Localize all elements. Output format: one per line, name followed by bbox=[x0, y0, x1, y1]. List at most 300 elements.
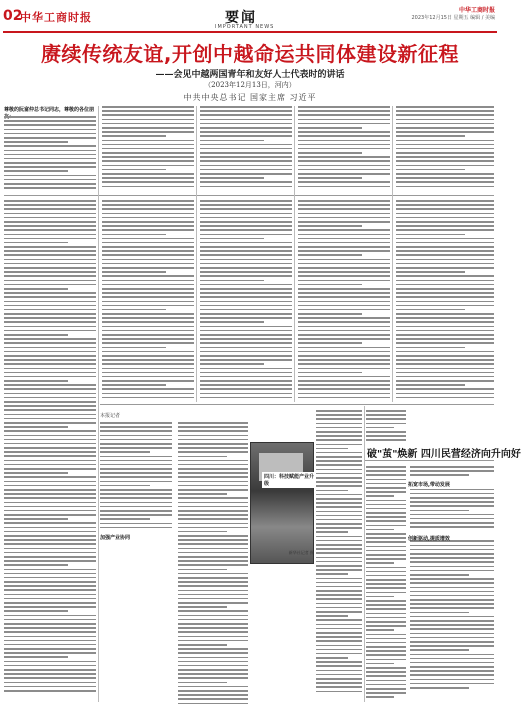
speech-column-1 bbox=[4, 116, 96, 191]
text-line bbox=[200, 351, 292, 353]
text-line bbox=[102, 309, 166, 311]
text-line bbox=[396, 359, 494, 361]
text-line bbox=[316, 661, 362, 663]
story-column-4 bbox=[366, 410, 406, 444]
text-line bbox=[396, 221, 494, 223]
text-line bbox=[396, 213, 494, 215]
text-line bbox=[298, 152, 362, 154]
text-line bbox=[178, 598, 248, 600]
text-line bbox=[396, 388, 494, 390]
text-line bbox=[396, 173, 494, 175]
text-line bbox=[200, 152, 292, 154]
text-line bbox=[396, 148, 494, 150]
text-line bbox=[298, 217, 390, 219]
text-line bbox=[100, 493, 172, 495]
text-line bbox=[4, 522, 96, 524]
text-line bbox=[410, 545, 494, 547]
text-line bbox=[410, 549, 494, 551]
text-line bbox=[396, 313, 494, 315]
text-line bbox=[4, 619, 96, 621]
text-line bbox=[200, 267, 292, 269]
speech-opening: 尊敬的阮富仲总书记同志，尊敬的各位朋 bbox=[4, 107, 95, 113]
text-line bbox=[396, 275, 494, 277]
news-column-2 bbox=[102, 200, 194, 401]
text-line bbox=[316, 523, 362, 525]
text-line bbox=[178, 665, 248, 667]
text-line bbox=[4, 636, 96, 638]
text-line bbox=[102, 271, 166, 273]
text-line bbox=[200, 173, 292, 175]
text-line bbox=[366, 629, 394, 631]
text-line bbox=[316, 653, 362, 655]
text-line bbox=[298, 334, 390, 336]
text-line bbox=[316, 691, 362, 693]
text-line bbox=[200, 204, 292, 206]
text-line bbox=[366, 418, 406, 420]
text-line bbox=[102, 148, 194, 150]
text-line bbox=[410, 679, 494, 681]
text-line bbox=[4, 166, 96, 168]
text-line bbox=[4, 468, 96, 470]
text-line bbox=[4, 183, 96, 185]
text-line bbox=[316, 561, 362, 563]
text-line bbox=[178, 703, 248, 705]
text-line bbox=[298, 321, 390, 323]
text-line bbox=[4, 263, 96, 265]
text-line bbox=[298, 177, 362, 179]
text-line bbox=[4, 615, 96, 617]
text-line bbox=[298, 140, 390, 142]
text-line bbox=[102, 301, 194, 303]
text-line bbox=[316, 619, 362, 621]
text-line bbox=[396, 165, 494, 167]
text-line bbox=[316, 657, 348, 659]
text-line bbox=[102, 305, 194, 307]
text-line bbox=[200, 288, 292, 290]
text-line bbox=[396, 363, 494, 365]
text-line bbox=[298, 259, 390, 261]
text-line bbox=[4, 158, 96, 160]
text-line bbox=[178, 543, 248, 545]
text-line bbox=[4, 589, 96, 591]
text-line bbox=[178, 640, 248, 642]
text-line bbox=[200, 301, 292, 303]
text-line bbox=[396, 186, 494, 188]
text-line bbox=[200, 338, 292, 340]
text-line bbox=[200, 380, 292, 382]
text-line bbox=[410, 582, 494, 584]
text-line bbox=[4, 284, 96, 286]
headline-subtitle: ——会见中越两国青年和友好人士代表时的讲话 bbox=[155, 70, 345, 80]
text-line bbox=[316, 456, 362, 458]
text-line bbox=[100, 468, 172, 470]
text-line bbox=[100, 464, 172, 466]
text-line bbox=[178, 506, 248, 508]
text-line bbox=[316, 494, 362, 496]
text-line bbox=[4, 154, 96, 156]
text-line bbox=[102, 127, 194, 129]
text-line bbox=[298, 123, 390, 125]
text-line bbox=[316, 519, 362, 521]
text-line bbox=[298, 144, 390, 146]
column-rule-3 bbox=[294, 106, 295, 402]
text-line bbox=[396, 288, 494, 290]
text-line bbox=[4, 502, 96, 504]
text-line bbox=[178, 435, 248, 437]
text-line bbox=[396, 250, 494, 252]
text-line bbox=[410, 612, 469, 614]
text-line bbox=[4, 376, 96, 378]
text-line bbox=[298, 397, 390, 399]
text-line bbox=[102, 313, 194, 315]
headline: 赓续传统友谊,开创中越命运共同体建设新征程 bbox=[40, 42, 460, 66]
text-line bbox=[316, 640, 362, 642]
text-line bbox=[298, 359, 390, 361]
text-line bbox=[4, 669, 96, 671]
text-line bbox=[366, 414, 406, 416]
text-line bbox=[298, 309, 390, 311]
text-line bbox=[366, 410, 406, 412]
text-line bbox=[396, 127, 494, 129]
text-line bbox=[316, 540, 362, 542]
text-line bbox=[4, 409, 96, 411]
text-line bbox=[4, 179, 96, 181]
text-line bbox=[200, 234, 292, 236]
text-line bbox=[100, 489, 172, 491]
text-line bbox=[410, 674, 494, 676]
news-column-5 bbox=[396, 200, 494, 401]
text-line bbox=[200, 200, 292, 202]
text-line bbox=[200, 388, 292, 390]
text-line bbox=[102, 156, 194, 158]
text-line bbox=[366, 550, 406, 552]
text-line bbox=[4, 280, 96, 282]
text-line bbox=[4, 527, 96, 529]
text-line bbox=[316, 615, 348, 617]
text-line bbox=[366, 508, 406, 510]
text-line bbox=[4, 317, 96, 319]
text-line bbox=[396, 393, 494, 395]
text-line bbox=[102, 221, 194, 223]
text-line bbox=[396, 114, 494, 116]
text-line bbox=[298, 326, 390, 328]
story2-subheading-1: 拓宽市场,带动发展 bbox=[408, 482, 450, 488]
text-line bbox=[298, 204, 390, 206]
text-line bbox=[102, 380, 194, 382]
text-line bbox=[316, 628, 362, 630]
text-line bbox=[4, 405, 96, 407]
text-line bbox=[178, 535, 248, 537]
story2-subheading-2: 创新驱动,提质增效 bbox=[408, 536, 450, 542]
text-line bbox=[200, 156, 292, 158]
text-line bbox=[410, 526, 494, 528]
text-line bbox=[366, 525, 406, 527]
text-line bbox=[178, 447, 248, 449]
text-line bbox=[102, 177, 194, 179]
text-line bbox=[200, 213, 292, 215]
text-line bbox=[316, 594, 362, 596]
text-line bbox=[4, 347, 96, 349]
text-line bbox=[200, 165, 292, 167]
text-line bbox=[100, 485, 150, 487]
text-line bbox=[200, 263, 292, 265]
text-line bbox=[178, 602, 248, 604]
text-line bbox=[410, 591, 494, 593]
text-line bbox=[316, 452, 362, 454]
text-line bbox=[200, 259, 292, 261]
text-line bbox=[410, 489, 494, 491]
text-line bbox=[396, 140, 494, 142]
text-line bbox=[4, 623, 96, 625]
text-line bbox=[410, 628, 494, 630]
text-line bbox=[102, 106, 194, 108]
text-line bbox=[178, 631, 248, 633]
text-line bbox=[4, 246, 96, 248]
lower-divider bbox=[100, 404, 494, 405]
text-line bbox=[178, 552, 248, 554]
text-line bbox=[366, 520, 406, 522]
text-line bbox=[102, 397, 194, 399]
text-line bbox=[4, 435, 96, 437]
text-line bbox=[410, 466, 494, 468]
text-line bbox=[200, 334, 292, 336]
text-line bbox=[178, 548, 248, 550]
text-line bbox=[316, 536, 362, 538]
text-line bbox=[298, 250, 390, 252]
text-line bbox=[102, 263, 194, 265]
text-line bbox=[410, 641, 494, 643]
text-line bbox=[396, 208, 494, 210]
text-line bbox=[366, 646, 406, 648]
text-line bbox=[100, 518, 150, 520]
text-line bbox=[4, 422, 96, 424]
text-line bbox=[396, 334, 494, 336]
text-line bbox=[4, 368, 96, 370]
text-line bbox=[102, 229, 194, 231]
text-line bbox=[178, 690, 248, 692]
text-line bbox=[396, 355, 494, 357]
text-line bbox=[200, 169, 292, 171]
text-line bbox=[4, 598, 96, 600]
text-line bbox=[4, 234, 96, 236]
text-line bbox=[200, 359, 292, 361]
news-column-1 bbox=[4, 200, 96, 694]
text-line bbox=[200, 114, 292, 116]
text-line bbox=[102, 372, 194, 374]
text-line bbox=[366, 423, 406, 425]
text-line bbox=[200, 254, 292, 256]
photo-caption: 四川：科技赋能产业升级 bbox=[264, 474, 315, 487]
text-line bbox=[4, 305, 96, 307]
text-line bbox=[298, 254, 362, 256]
text-line bbox=[178, 673, 248, 675]
story2-title: 破"茧"焕新 四川民营经济向升向好 bbox=[367, 449, 521, 460]
text-line bbox=[366, 516, 406, 518]
text-line bbox=[298, 110, 390, 112]
text-line bbox=[102, 131, 194, 133]
text-line bbox=[102, 275, 194, 277]
text-line bbox=[102, 393, 194, 395]
text-line bbox=[316, 598, 362, 600]
page-number: 02 bbox=[3, 8, 23, 24]
text-line bbox=[396, 135, 465, 137]
text-line bbox=[4, 384, 96, 386]
text-line bbox=[102, 186, 194, 188]
text-line bbox=[178, 694, 248, 696]
text-line bbox=[316, 414, 362, 416]
text-line bbox=[100, 497, 172, 499]
text-line bbox=[366, 642, 406, 644]
photo-credit: 新华社记者 摄 bbox=[288, 550, 314, 555]
text-line bbox=[396, 217, 494, 219]
text-line bbox=[4, 162, 96, 164]
text-line bbox=[366, 596, 394, 598]
text-line bbox=[102, 351, 194, 353]
text-line bbox=[396, 347, 465, 349]
text-line bbox=[298, 342, 362, 344]
text-line bbox=[316, 665, 362, 667]
text-line bbox=[410, 607, 494, 609]
section-subtitle: IMPORTANT NEWS bbox=[215, 24, 275, 30]
text-line bbox=[298, 355, 390, 357]
text-line bbox=[100, 447, 172, 449]
text-line bbox=[4, 682, 96, 684]
text-line bbox=[4, 124, 96, 126]
text-line bbox=[316, 548, 362, 550]
text-line bbox=[366, 533, 406, 535]
text-line bbox=[200, 363, 264, 365]
text-line bbox=[100, 435, 172, 437]
story-column-3 bbox=[316, 410, 362, 695]
text-line bbox=[366, 608, 406, 610]
text-line bbox=[298, 186, 390, 188]
text-line bbox=[102, 292, 194, 294]
text-line bbox=[4, 141, 68, 143]
text-line bbox=[316, 569, 362, 571]
text-line bbox=[4, 187, 96, 189]
text-line bbox=[4, 213, 96, 215]
text-line bbox=[178, 510, 248, 512]
text-line bbox=[200, 271, 292, 273]
text-line bbox=[102, 280, 194, 282]
text-line bbox=[100, 472, 172, 474]
text-line bbox=[396, 254, 494, 256]
news-column-3 bbox=[200, 200, 292, 401]
text-line bbox=[4, 585, 96, 587]
text-line bbox=[200, 292, 292, 294]
text-line bbox=[4, 430, 96, 432]
text-line bbox=[200, 106, 292, 108]
text-line bbox=[396, 131, 494, 133]
text-line bbox=[4, 321, 96, 323]
text-line bbox=[200, 280, 264, 282]
text-line bbox=[102, 165, 194, 167]
text-line bbox=[200, 119, 292, 121]
text-line bbox=[200, 250, 292, 252]
text-line bbox=[366, 680, 406, 682]
text-line bbox=[366, 688, 406, 690]
text-line bbox=[410, 616, 494, 618]
text-line bbox=[410, 599, 494, 601]
text-line bbox=[410, 637, 494, 639]
text-line bbox=[298, 388, 390, 390]
text-line bbox=[396, 106, 494, 108]
text-line bbox=[316, 674, 362, 676]
text-line bbox=[396, 326, 494, 328]
text-line bbox=[4, 569, 96, 571]
text-line bbox=[366, 692, 406, 694]
text-line bbox=[410, 687, 469, 689]
text-line bbox=[200, 342, 292, 344]
text-line bbox=[100, 527, 172, 529]
text-line bbox=[200, 148, 292, 150]
speech-column-3 bbox=[200, 106, 292, 190]
text-line bbox=[396, 330, 494, 332]
text-line bbox=[298, 301, 390, 303]
text-line bbox=[100, 510, 172, 512]
text-line bbox=[410, 553, 494, 555]
text-line bbox=[316, 670, 362, 672]
text-line bbox=[200, 372, 292, 374]
text-line bbox=[366, 504, 406, 506]
text-line bbox=[102, 259, 194, 261]
text-line bbox=[100, 523, 172, 525]
text-line bbox=[396, 246, 494, 248]
text-line bbox=[102, 254, 194, 256]
text-line bbox=[410, 497, 494, 499]
text-line bbox=[178, 481, 248, 483]
text-line bbox=[178, 451, 248, 453]
text-line bbox=[366, 571, 406, 573]
text-line bbox=[178, 539, 248, 541]
text-line bbox=[102, 238, 194, 240]
text-line bbox=[396, 229, 494, 231]
text-line bbox=[366, 466, 406, 468]
text-line bbox=[4, 493, 96, 495]
text-line bbox=[298, 351, 390, 353]
text-line bbox=[102, 173, 194, 175]
text-line bbox=[102, 246, 194, 248]
text-line bbox=[316, 485, 362, 487]
text-line bbox=[200, 326, 292, 328]
text-line bbox=[396, 292, 494, 294]
text-line bbox=[200, 229, 292, 231]
text-line bbox=[298, 393, 390, 395]
text-line bbox=[4, 133, 96, 135]
text-line bbox=[298, 267, 390, 269]
text-line bbox=[298, 242, 390, 244]
text-line bbox=[396, 123, 494, 125]
text-line bbox=[102, 317, 194, 319]
text-line bbox=[102, 234, 166, 236]
text-line bbox=[200, 217, 292, 219]
text-line bbox=[4, 242, 68, 244]
text-line bbox=[298, 181, 390, 183]
text-line bbox=[396, 376, 494, 378]
text-line bbox=[200, 135, 292, 137]
text-line bbox=[4, 313, 96, 315]
text-line bbox=[316, 586, 362, 588]
text-line bbox=[366, 579, 406, 581]
text-line bbox=[200, 131, 292, 133]
text-line bbox=[396, 296, 494, 298]
text-line bbox=[178, 531, 227, 533]
text-line bbox=[100, 426, 172, 428]
text-line bbox=[366, 558, 406, 560]
text-line bbox=[396, 384, 465, 386]
text-line bbox=[298, 200, 390, 202]
text-line bbox=[178, 606, 227, 608]
